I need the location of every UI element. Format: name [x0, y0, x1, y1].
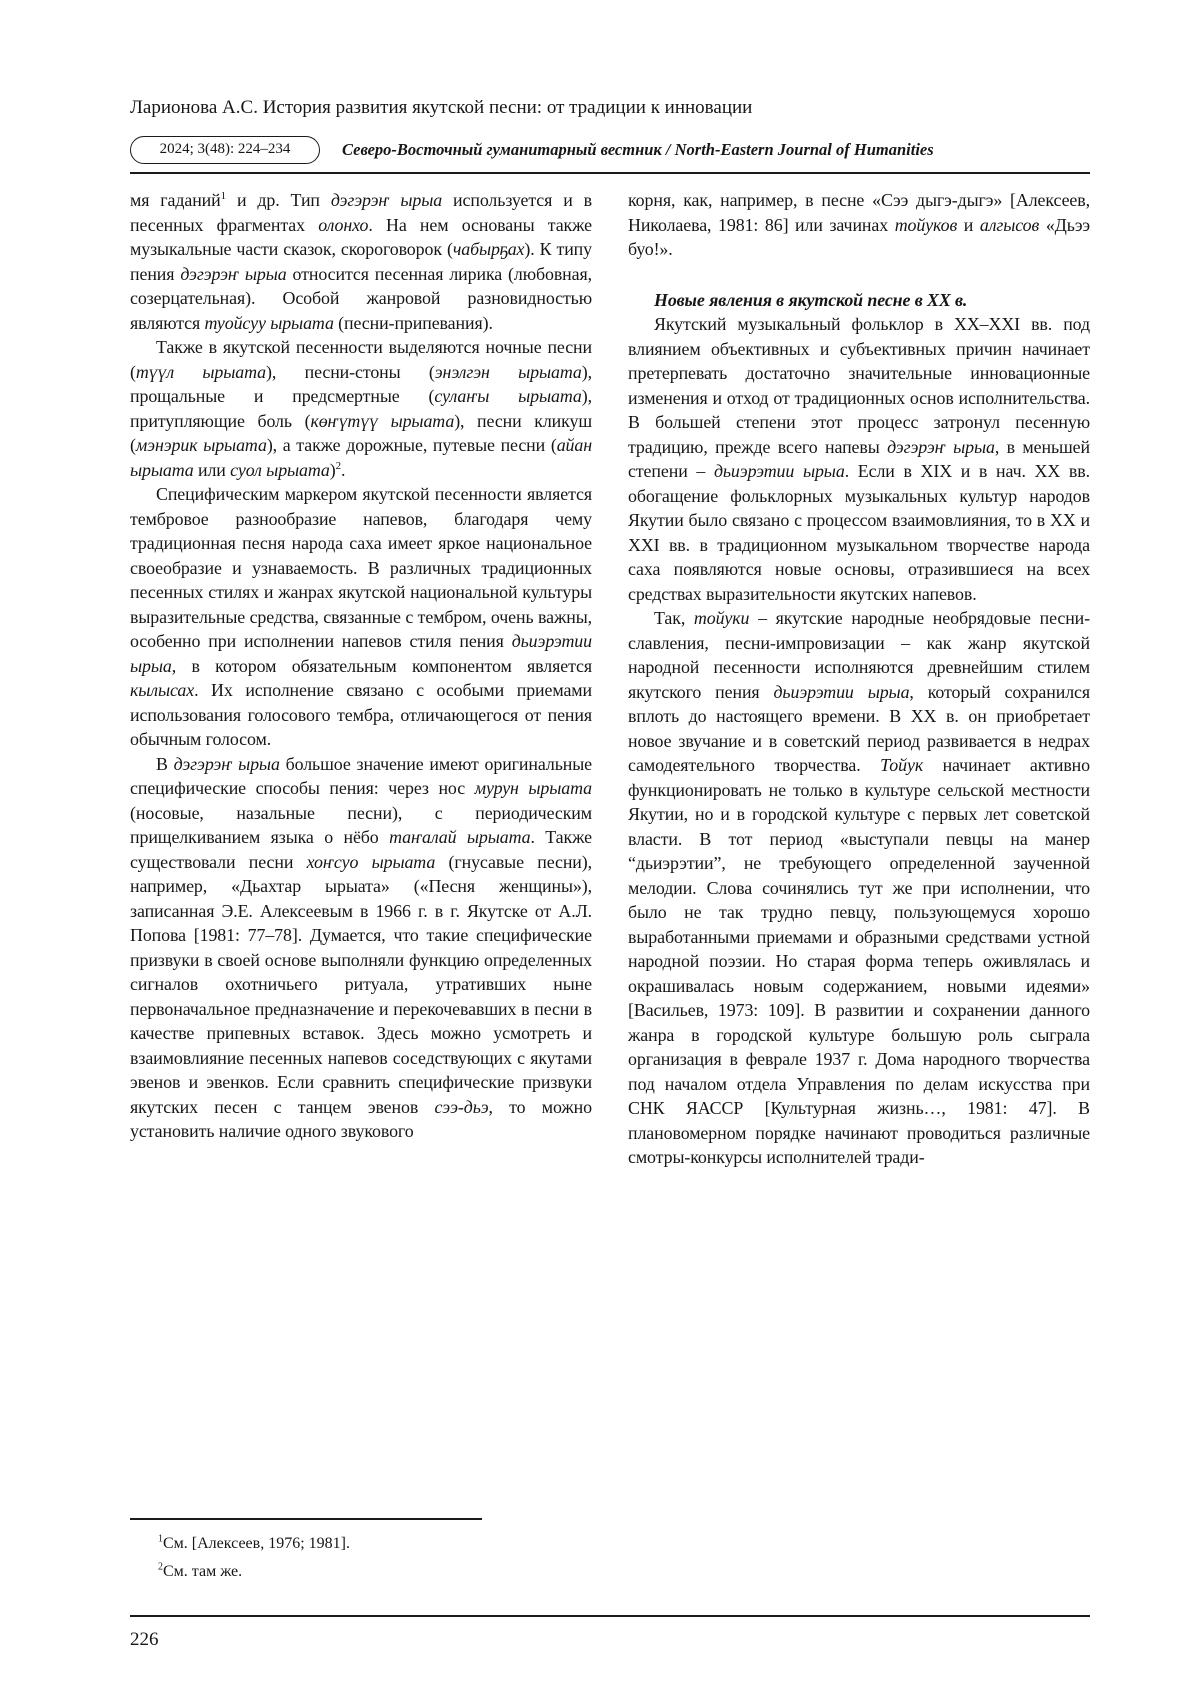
footnote-number: 2 [158, 1561, 163, 1573]
footnote-ref[interactable]: 1 [220, 190, 227, 203]
text-run: (песни-припевания). [333, 312, 493, 333]
footnote-divider [130, 1518, 482, 1520]
page-number: 226 [130, 1629, 159, 1650]
section-heading: Новые явления в якутской песне в XX в. [654, 289, 968, 310]
term: дьиэрэтии ырыа [773, 681, 910, 702]
term: алгысов [979, 214, 1040, 235]
text-run: , то можно установить наличие одного звукового [130, 1096, 592, 1141]
text-run: и др. Тип [226, 190, 331, 210]
header-divider [130, 172, 1090, 174]
left-column [130, 188, 592, 1144]
text-run: Якутский музыкальный фольклор в XX–XXI вв. под влиянием объективных и субъективных причин начинает претерпевать достаточно значительные инновационные изменения и отход от традиционных основ исполнительства. В большей степени этот процесс затронул песенную традицию, прежде всего напевы [628, 314, 1090, 457]
text-run: . Если в XIX и в нач. XX вв. обогащение фольклорных музыкальных культур народов Якутии было связано с процессом взаимовлияния, то в XX и XXI вв. в традиционном музыкальном творчестве народа саха появляются новые основы, отразившиеся на всех средствах выразительности якутских напевов. [628, 461, 1090, 604]
text-run: ) [329, 459, 336, 480]
text-run: Также в якутской песенности выделяются ночные песни ( [130, 337, 592, 382]
term: дэгэрэҥ ырыа [330, 190, 443, 210]
term: дэгэрэҥ ырыа [887, 436, 995, 457]
text-run: , который сохранился вплоть до настоящего времени. В XX в. он приобретает новое звучание и в советский период развивается в недрах самодеятельного творчества. [628, 681, 1090, 775]
paragraph [628, 188, 1090, 262]
text-run: ). К типу пения [130, 239, 592, 284]
term: сулаҥы ырыата [434, 386, 582, 406]
term: дэгэрэҥ ырыа [180, 263, 287, 284]
footnote [158, 1530, 350, 1558]
paragraph [130, 188, 592, 335]
text-run: большое значение имеют оригинальные специфические способы пения: через нос [130, 753, 592, 798]
text-run: или [193, 459, 231, 480]
text-run: . [341, 459, 346, 480]
term: суол ырыата [230, 459, 330, 480]
text-run: ), а также дорожные, путевые песни ( [266, 435, 557, 455]
term: мурун ырыата [474, 778, 593, 798]
paragraph [130, 335, 592, 482]
term: түүл ырыата [135, 361, 267, 382]
text-run: Специфическим маркером якутской песенности является тембровое разнообразие напевов, благодаря чему традиционная песня народа саха имеет яркое национальное своеобразие и узнаваемость. В различных традиционных песенных стилях и жанрах якутской национальной культуры выразительные средства, связанные с тембром, очень важны, особенно при исполнении напевов стиля пения [130, 484, 592, 651]
term: тойуков [894, 214, 958, 235]
journal-name: Северо-Восточный гуманитарный вестник / North-Eastern Journal of Humanities [342, 140, 934, 159]
text-run: ), песни кликуш ( [130, 410, 592, 455]
running-header-row [130, 136, 1090, 170]
footnote-text: См. [Алексеев, 1976; 1981]. [163, 1535, 350, 1552]
text-run: – якутские народные необрядовые песни-славления, песни-импровизации – как жанр якутской народной песенности исполняются древнейшим стилем якутского пения [628, 608, 1091, 702]
term: чабырҕах [452, 239, 525, 259]
paragraph [130, 482, 592, 752]
term: дьиэрэтии ырыа [130, 631, 592, 676]
term: мэнэрик ырыата [135, 435, 267, 455]
term: таҥалай ырыата [389, 827, 531, 847]
term: Тойук [880, 755, 924, 775]
running-header-title: Ларионова А.С. История развития якутской песни: от традиции к инновации [130, 97, 753, 118]
term: дэгэрэҥ ырыа [173, 753, 280, 774]
term: олонхо [318, 214, 369, 235]
footnote-ref[interactable]: 2 [335, 459, 342, 472]
text-run: мя гаданий [130, 190, 221, 210]
issue-badge: 2024; 3(48): 224–234 [130, 136, 320, 164]
text-run: (гнусавые песни), например, «Дьахтар ырыата» («Песня женщины»), записанная Э.Е. Алексеевым в 1966 г. в г. Якутске от А.Л. Попова [1981: 77–78]. Думается, что такие специфические призвуки в своей основе выполняли функцию определенных сигналов охотничьего ритуала, утративших ныне первоначальное предназначение и перекочевавших в песни в качестве припевных вставок. Здесь можно усмотреть и взаимовлияние песенных напевов соседствующих с якутами эвенов и эвенков. Если сравнить специфические призвуки якутских песен с танцем эвенов [130, 851, 593, 1117]
term: дьиэрэтии ырыа [713, 461, 845, 481]
footnote-text: См. там же. [163, 1563, 243, 1580]
paragraph [628, 312, 1090, 606]
right-column [628, 188, 1090, 1170]
text-run: , в котором обязательным компонентом является [171, 655, 592, 676]
term: көҥүтүү ырыата [310, 410, 455, 431]
text-run: В [156, 753, 174, 774]
text-run: . Также существовали песни [130, 827, 592, 872]
footnotes [158, 1530, 350, 1586]
footnote [158, 1558, 350, 1586]
text-run: ), песни-стоны ( [266, 361, 435, 382]
paragraph [130, 752, 592, 1144]
text-run: ), притупляющие боль ( [130, 386, 592, 431]
text-run: используется и в песенных фрагментах [130, 190, 592, 235]
text-run: ), прощальные и предсмертные ( [130, 361, 592, 406]
text-run: корня, как, например, в песне «Сээ дыгэ-дыгэ» [Алексеев, Николаева, 1981: 86] или зачинах [628, 190, 1090, 235]
term: туойсуу ырыата [204, 312, 334, 333]
text-run: . На нем основаны также музыкальные части сказок, скороговорок ( [130, 214, 592, 259]
text-run: относится песенная лирика (любовная, созерцательная). Особой жанровой разновидностью являются [130, 263, 593, 333]
text-run: начинает активно функционировать не только в культуре сельской местности Якутии, но и в городской культуре с первых лет советской власти. В тот период «выступали певцы на манер “дьиэрэтии”, не требующего определенной заученной мелодии. Слова сочинялись тут же при исполнении, что было не так трудно певцу, пользующемуся хорошо выработанными приемами и образными средствами устной народной поэзии. Но старая форма теперь оживлялась и окрашивалась новым содержанием, новыми идеями» [Васильев, 1973: 109]. В развитии и сохранении данного жанра в городской культуре большую роль сыграла организация в феврале 1937 г. Дома народного творчества под началом отдела Управления по делам искусства при СНК ЯАССР [Культурная жизнь…, 1981: 47]. В плановомерном порядке начинают проводиться различные смотры-конкурсы исполнителей тради- [628, 755, 1090, 1167]
paragraph [628, 606, 1090, 1170]
text-run: . Их исполнение связано с особыми приемами использования голосового тембра, отличающегося от пения обычным голосом. [130, 680, 592, 749]
term: тойуки [693, 608, 750, 628]
term: сээ-дьэ [434, 1096, 489, 1117]
term: айан ырыата [130, 435, 593, 480]
text-run: (носовые, назальные песни), с периодическим прищелкиванием языка о нёбо [130, 802, 592, 847]
term: энэлгэн ырыата [434, 361, 582, 382]
text-run: и [957, 214, 980, 235]
term: кылысах [130, 680, 195, 700]
text-run: Так, [654, 608, 694, 628]
footnote-number: 1 [158, 1533, 163, 1545]
term: хоҥсуо ырыата [306, 851, 436, 872]
text-run: , в меньшей степени – [628, 436, 1090, 481]
footer-divider [130, 1615, 1090, 1617]
text-run: «Дьээ буо!». [628, 214, 1090, 259]
